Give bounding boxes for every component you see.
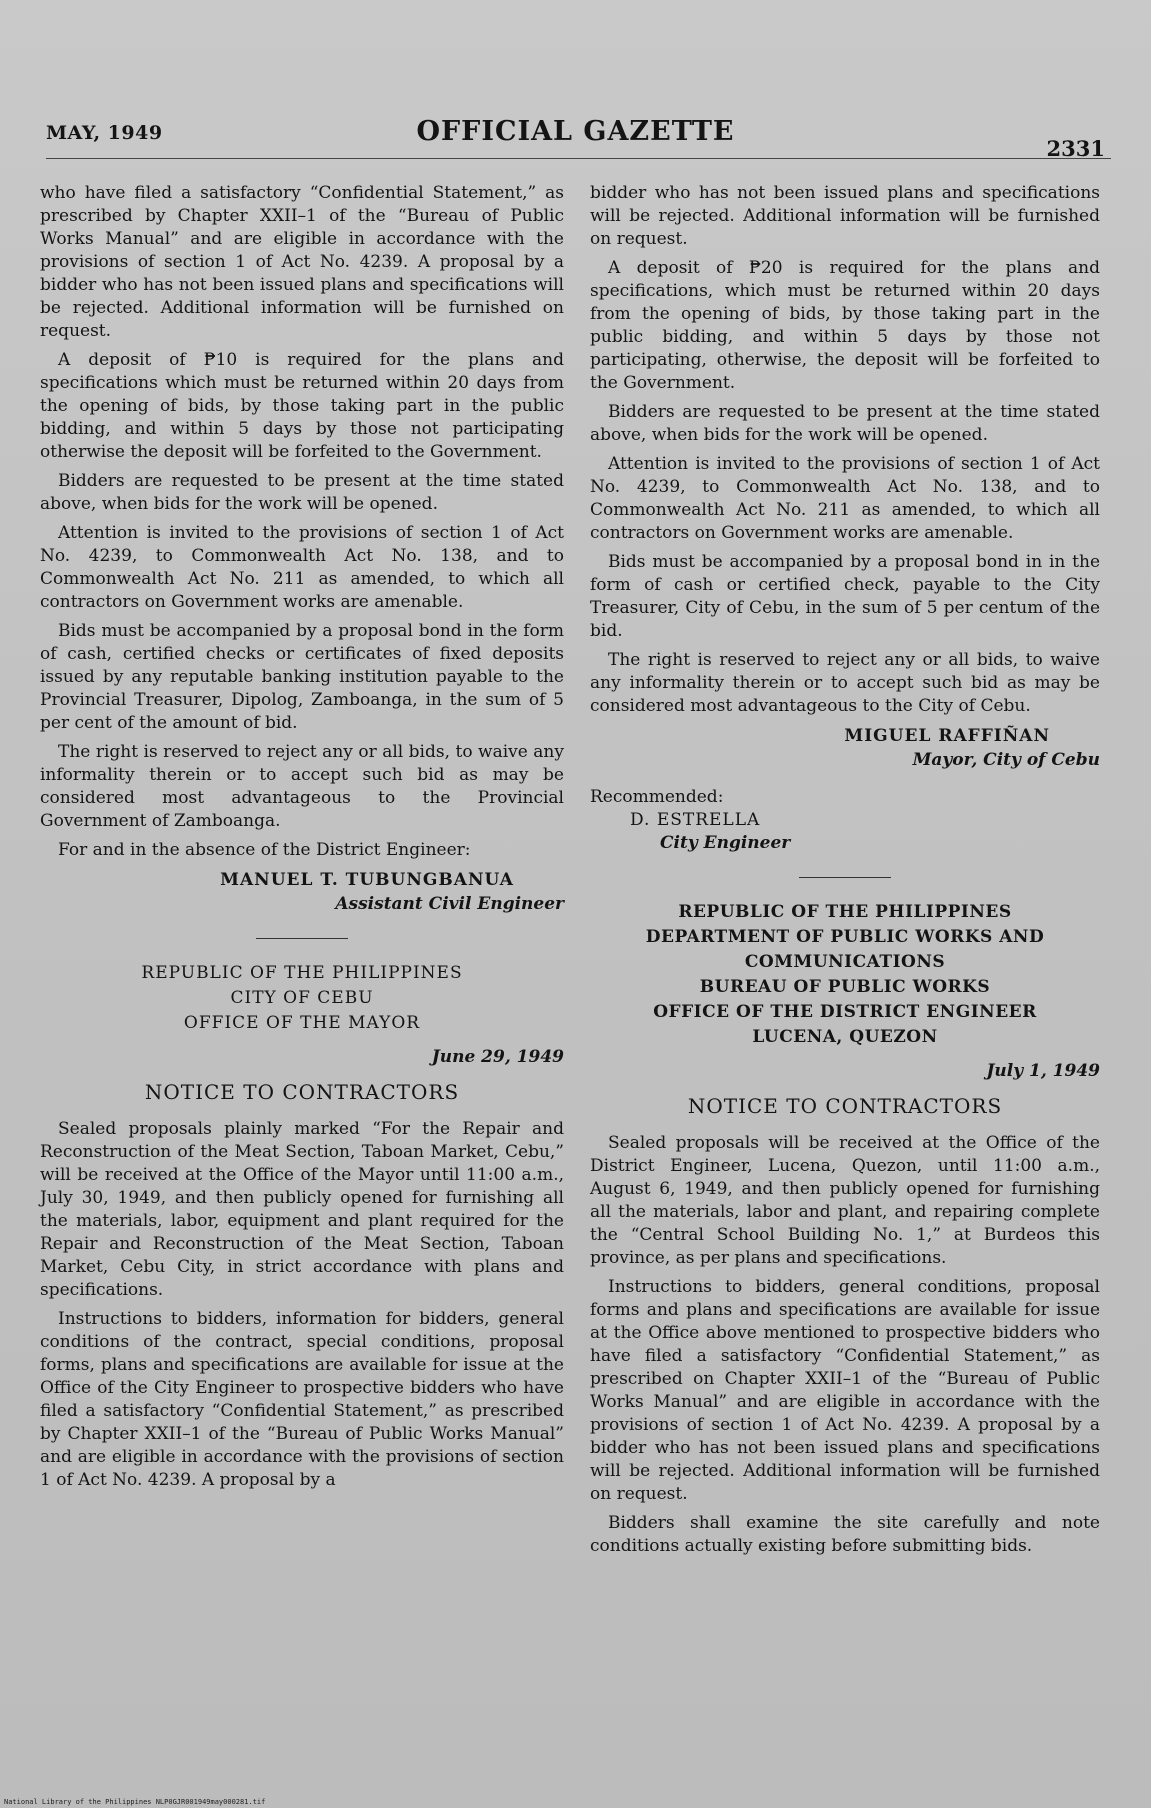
paragraph: Bidders shall examine the site carefully and note conditions actually existing before submitting bids. <box>590 1513 1100 1556</box>
heading-line: OFFICE OF THE DISTRICT ENGINEER <box>653 1002 1037 1022</box>
paragraph: The right is reserved to reject any or all bids, to waive any informality therein or to accept such bid as may be considered most advantageous to the City of Cebu. <box>590 650 1100 716</box>
heading-line: DEPARTMENT OF PUBLIC WORKS AND COMMUNICATIONS <box>645 927 1045 972</box>
recommender-name: D. ESTRELLA <box>630 810 761 830</box>
left-column <box>40 182 564 1498</box>
paragraph: Instructions to bidders, information for bidders, general conditions of the contract, special conditions, proposal forms, plans and specifications are available for issue at the Office of the City Engineer to prospective bidders who have filed a satisfactory “Confidential Statement,” as prescribed by Chapter XXII–1 of the “Bureau of Public Works Manual” and are eligible in accordance with the provisions of section 1 of Act No. 4239. A proposal by a <box>40 1309 564 1490</box>
paragraph: bidder who has not been issued plans and specifications will be rejected. Additional information will be furnished on request. <box>590 183 1100 249</box>
notice-heading <box>40 961 564 1036</box>
header-title: OFFICIAL GAZETTE <box>416 116 735 147</box>
scan-footer: National Library of the Philippines NLP0GJR001949may000281.tif <box>4 1798 266 1806</box>
heading-line: REPUBLIC OF THE PHILIPPINES <box>678 902 1012 922</box>
notice-date: June 29, 1949 <box>431 1047 564 1067</box>
paragraph: Instructions to bidders, general conditions, proposal forms and plans and specifications are available for issue at the Office above mentioned to prospective bidders who have filed a satisfactory “Confidential Statement,” as prescribed on Chapter XXII–1 of the “Bureau of Public Works Manual” and are eligible in accordance with the provisions of section 1 of Act No. 4239. A proposal by a bidder who has not been issued plans and specifications will be rejected. Additional information will be furnished on request. <box>590 1277 1100 1504</box>
paragraph: A deposit of ₱10 is required for the plans and specifications which must be returned within 20 days from the opening of bids, by those taking part in the public bidding, and within 5 days by those not participating otherwise the deposit will be forfeited to the Government. <box>40 350 564 462</box>
section-divider <box>256 938 348 939</box>
notice-heading <box>590 900 1100 1050</box>
paragraph: Sealed proposals will be received at the Office of the District Engineer, Lucena, Quezon, until 11:00 a.m., August 6, 1949, and then publicly opened for furnishing all the materials, labor and plant, and repairing complete the “Central School Building No. 1,” at Burdeos this province, as per plans and specifications. <box>590 1133 1100 1268</box>
recommender-title: City Engineer <box>660 833 791 853</box>
header-date: MAY, 1949 <box>46 122 163 144</box>
notice-title: NOTICE TO CONTRACTORS <box>687 1094 1003 1118</box>
paragraph: who have filed a satisfactory “Confidential Statement,” as prescribed by Chapter XXII–1 of the “Bureau of Public Works Manual” and are eligible in accordance with the provisions of section 1 of Act No. 4239. A proposal by a bidder who has not been issued plans and specifications will be rejected. Additional information will be furnished on request. <box>40 183 564 341</box>
paragraph: Sealed proposals plainly marked “For the Repair and Reconstruction of the Meat Section, Taboan Market, Cebu,” will be received at the Office of the Mayor until 11:00 a.m., July 30, 1949, and then publicly opened for furnishing all the materials, labor, equipment and plant required for the Repair and Reconstruction of the Meat Section, Taboan Market, Cebu City, in strict accordance with plans and specifications. <box>40 1119 564 1300</box>
signatory-title: Assistant Civil Engineer <box>335 894 564 914</box>
signatory-name: MIGUEL RAFFIÑAN <box>844 726 1050 746</box>
paragraph: Bidders are requested to be present at the time stated above, when bids for the work will be opened. <box>590 402 1100 445</box>
section-divider <box>799 877 891 878</box>
recommended-label: Recommended: <box>590 787 724 807</box>
signature-block <box>40 868 564 916</box>
paragraph: Attention is invited to the provisions of section 1 of Act No. 4239, to Commonwealth Act No. 138, and to Commonwealth Act No. 211 as amended, to which all contractors on Government works are amenable. <box>40 523 564 612</box>
paragraph: The right is reserved to reject any or all bids, to waive any informality therein or to accept such bid as may be considered most advantageous to the Provincial Government of Zamboanga. <box>40 742 564 831</box>
signatory-name: MANUEL T. TUBUNGBANUA <box>220 870 514 890</box>
heading-line: CITY OF CEBU <box>230 988 374 1008</box>
paragraph: For and in the absence of the District Engineer: <box>58 840 471 860</box>
signatory-title: Mayor, City of Cebu <box>912 750 1100 770</box>
heading-line: OFFICE OF THE MAYOR <box>183 1013 421 1033</box>
header-rule <box>46 158 1111 159</box>
signature-block <box>590 724 1100 772</box>
notice-title: NOTICE TO CONTRACTORS <box>144 1080 460 1104</box>
paragraph: Bids must be accompanied by a proposal bond in the form of cash, certified checks or certificates of fixed deposits issued by any reputable banking institution payable to the Provincial Treasurer, Dipolog, Zamboanga, in the sum of 5 per cent of the amount of bid. <box>40 621 564 733</box>
recommended-block <box>590 786 1100 855</box>
notice-date: July 1, 1949 <box>986 1061 1100 1081</box>
paragraph: Bids must be accompanied by a proposal bond in in the form of cash or certified check, payable to the City Treasurer, City of Cebu, in the sum of 5 per centum of the bid. <box>590 552 1100 641</box>
right-column <box>590 182 1100 1564</box>
paragraph: Bidders are requested to be present at the time stated above, when bids for the work will be opened. <box>40 471 564 514</box>
heading-line: LUCENA, QUEZON <box>752 1027 938 1047</box>
heading-line: BUREAU OF PUBLIC WORKS <box>699 977 991 997</box>
heading-line: REPUBLIC OF THE PHILIPPINES <box>141 963 463 983</box>
paragraph: Attention is invited to the provisions of section 1 of Act No. 4239, to Commonwealth Act No. 138, and to Commonwealth Act No. 211 as amended, to which all contractors on Government works are amenable. <box>590 454 1100 543</box>
paragraph: A deposit of ₱20 is required for the plans and specifications, which must be returned within 20 days from the opening of bids, by those taking part in the public bidding, and within 5 days by those not participating, otherwise, the deposit will be forfeited to the Government. <box>590 258 1100 393</box>
page-number: 2331 <box>1046 136 1105 161</box>
